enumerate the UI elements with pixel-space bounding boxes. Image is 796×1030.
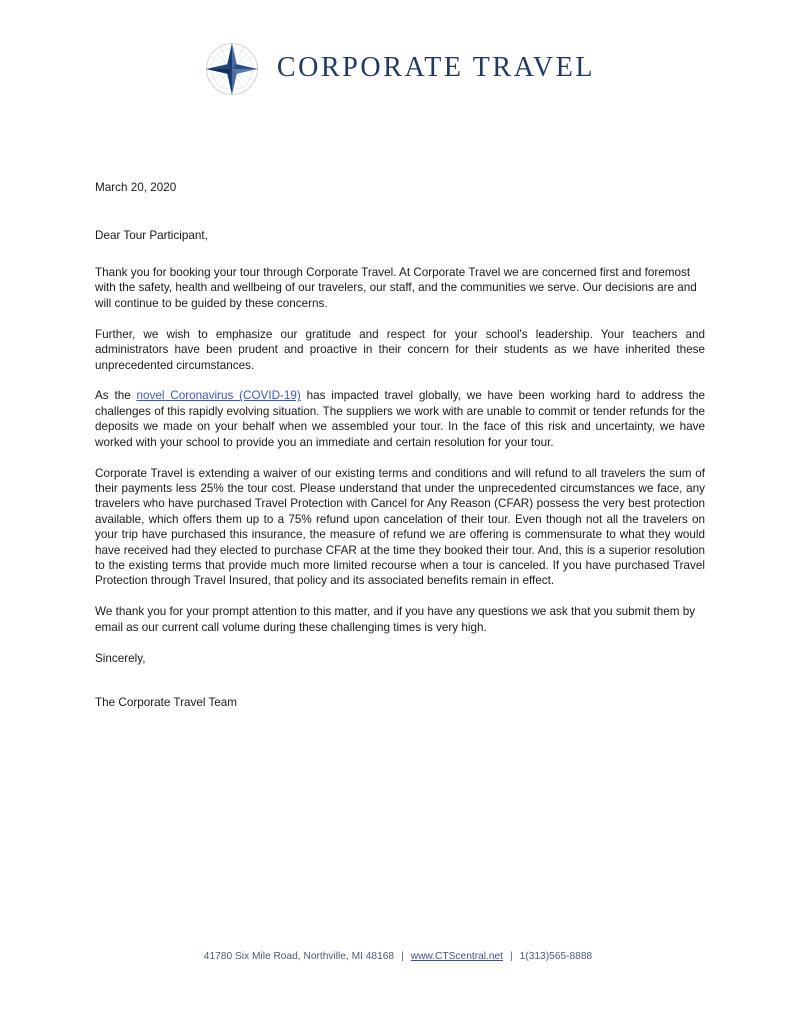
page-footer xyxy=(0,951,796,962)
paragraph-intro: Thank you for booking your tour through Corporate Travel. At Corporate Travel we are concerned first and foremost with the safety, health and wellbeing of our travelers, our staff, and the communities we serve. Our decisions are and will continue to be guided by these concerns. xyxy=(95,266,697,310)
covid-19-link[interactable]: novel Coronavirus (COVID-19) xyxy=(136,389,301,403)
footer-separator-2: | xyxy=(510,951,513,962)
paragraph-covid-impact xyxy=(95,388,705,450)
paragraph-covid-suffix: has impacted travel globally, we have been working hard to address the challenges of this rapidly evolving situation. The suppliers we work with are unable to commit or tender refunds for the deposits we made on your behalf when we assembled your tour. In the face of this risk and uncertainty, we have worked with your school to provide you an immediate and certain resolution for your tour. xyxy=(95,389,705,449)
letter-date: March 20, 2020 xyxy=(95,181,177,194)
letterhead xyxy=(0,38,796,100)
letter-closing: Sincerely, xyxy=(95,651,146,665)
letter-signature: The Corporate Travel Team xyxy=(95,695,238,709)
letter-body xyxy=(95,180,705,711)
company-wordmark: CORPORATE TRAVEL xyxy=(276,52,596,83)
footer-website-link[interactable]: www.CTScentral.net xyxy=(410,951,504,962)
compass-rose-icon xyxy=(201,38,263,100)
paragraph-waiver-policy: Corporate Travel is extending a waiver of our existing terms and conditions and will refund to all travelers the sum of their payments less 25% the tour cost. Please understand that under the unprecedented circumstances we face, any travelers who have purchased Travel Protection with Cancel for Any Reason (CFAR) possess the very best protection available, which offers them up to a 75% refund upon cancelation of their tour. Even though not all the travelers on your trip have purchased this insurance, the measure of refund we are offering is commensurate to what they would have received had they elected to purchase CFAR at the time they booked their tour. And, this is a superior resolution to the existing terms that provide much more limited recourse when a tour is canceled. If you have purchased Travel Protection through Travel Insured, that policy and its associated benefits remain in effect. xyxy=(95,466,705,588)
paragraph-gratitude: Further, we wish to emphasize our gratitude and respect for your school's leadership. Your teachers and administrators have been prudent and proactive in their concern for their students as we have inherited these unprecedented circumstances. xyxy=(95,327,705,372)
letter-salutation: Dear Tour Participant, xyxy=(95,229,208,242)
footer-phone: 1(313)565-8888 xyxy=(519,951,593,962)
paragraph-covid-prefix: As the xyxy=(95,389,137,403)
paragraph-thanks: We thank you for your prompt attention to this matter, and if you have any questions we ask that you submit them by email as our current call volume during these challenging times is very high. xyxy=(95,605,696,634)
footer-address: 41780 Six Mile Road, Northville, MI 48168 xyxy=(203,951,395,962)
footer-separator-1: | xyxy=(401,951,404,962)
